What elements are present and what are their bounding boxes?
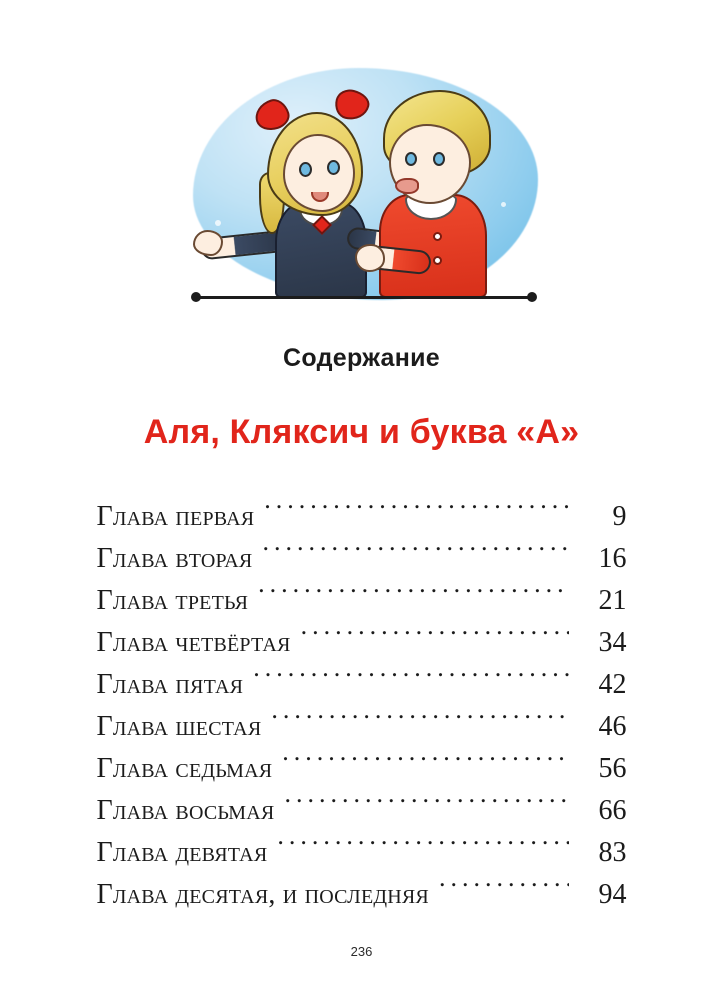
toc-chapter-title: Глава четвёртая [96, 627, 291, 658]
toc-entry[interactable] [97, 790, 627, 832]
toc-page-number: 21 [598, 585, 627, 616]
toc-entry[interactable] [97, 496, 627, 538]
toc-chapter-title: Глава третья [96, 585, 249, 616]
toc-chapter-title: Глава пятая [96, 669, 244, 700]
toc-chapter-title: Глава девятая [96, 837, 268, 868]
girl-left-eye [299, 162, 312, 177]
toc-page-number: 94 [598, 879, 627, 910]
girl-left-hand-pointing [193, 230, 223, 256]
toc-page-number: 34 [598, 627, 627, 658]
book-title: Аля, Кляксич и буква «А» [143, 413, 580, 451]
toc-chapter-title: Глава шестая [96, 711, 262, 742]
toc-page-number: 46 [598, 711, 627, 742]
toc-dot-leader [284, 791, 568, 819]
illustration-stage [171, 52, 556, 304]
toc-dot-leader [277, 833, 568, 861]
toc-dot-leader [258, 581, 568, 609]
boy-mouth [395, 178, 419, 194]
toc-entry[interactable] [97, 748, 627, 790]
boy-jacket-button [433, 232, 442, 241]
table-of-contents-list [97, 496, 627, 916]
toc-chapter-title: Глава восьмая [96, 795, 275, 826]
boy-jacket-button [433, 256, 442, 265]
toc-dot-leader [271, 707, 568, 735]
girl-right-eye [327, 160, 340, 175]
blob-speckle [229, 94, 236, 101]
boy-hand [355, 244, 385, 272]
toc-entry[interactable] [97, 664, 627, 706]
toc-dot-leader [253, 665, 568, 693]
toc-chapter-title: Глава первая [96, 501, 255, 532]
toc-chapter-title: Глава вторая [96, 543, 253, 574]
boy-right-eye [433, 152, 445, 166]
toc-dot-leader [301, 623, 569, 651]
toc-dot-leader [439, 875, 569, 903]
boy-left-eye [405, 152, 417, 166]
toc-page-number: 16 [598, 543, 627, 574]
toc-page-number: 9 [612, 501, 627, 532]
toc-entry[interactable] [97, 874, 627, 916]
blob-speckle [215, 220, 221, 226]
toc-entry[interactable] [97, 622, 627, 664]
toc-entry[interactable] [97, 580, 627, 622]
toc-page-number: 66 [598, 795, 627, 826]
toc-entry[interactable] [97, 706, 627, 748]
ground-dot-left [191, 292, 201, 302]
toc-page-number: 42 [598, 669, 627, 700]
ground-dot-right [527, 292, 537, 302]
page-number: 236 [350, 944, 373, 959]
toc-dot-leader [262, 539, 568, 567]
ground-line [195, 296, 533, 299]
children-illustration [0, 0, 723, 310]
toc-chapter-title: Глава седьмая [96, 753, 273, 784]
toc-entry[interactable] [97, 538, 627, 580]
toc-page-number: 56 [598, 753, 627, 784]
contents-heading: Содержание [282, 344, 441, 372]
blob-speckle [501, 202, 506, 207]
toc-page-number: 83 [598, 837, 627, 868]
toc-chapter-title: Глава десятая, и последняя [96, 879, 429, 910]
toc-entry[interactable] [97, 832, 627, 874]
toc-dot-leader [264, 497, 568, 525]
toc-dot-leader [282, 749, 568, 777]
